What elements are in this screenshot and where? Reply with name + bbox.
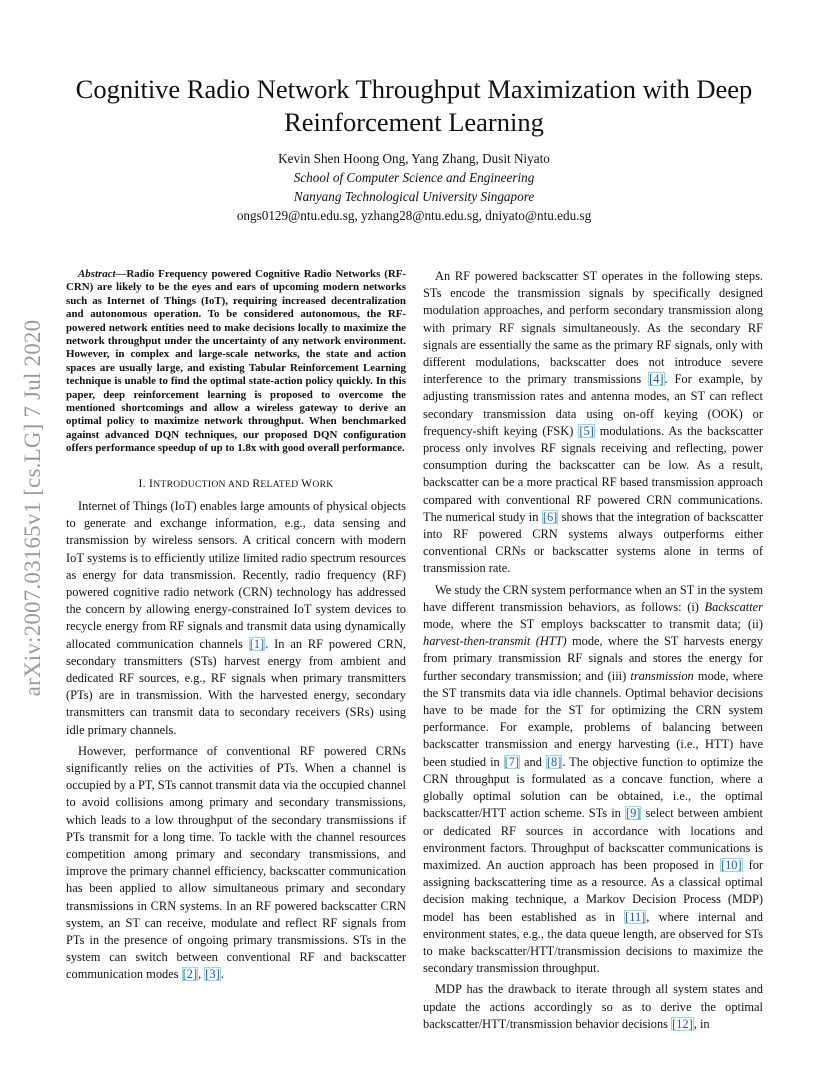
left-column: [66, 268, 406, 984]
section-title-part: R: [252, 476, 261, 490]
body-paragraph: [66, 743, 406, 984]
arxiv-watermark: [16, 270, 50, 745]
author-emails[interactable]: ongs0129@ntu.edu.sg, yzhang28@ntu.edu.sg, dniyato@ntu.edu.sg: [236, 208, 592, 223]
body-paragraph: [66, 498, 406, 739]
text-run: . For example, by adjusting transmission rates and antenna modes, an ST can reflect secondary transmission data using on-off keying (OOK) or frequency-shift keying (FSK): [423, 372, 763, 438]
text-run: . In an RF powered CRN, secondary transmitters (STs) harvest energy from ambient and dedicated RF sources, e.g., RF signals when primary transmitters (PTs) are in transmission. With the harvested energy, secondary transmitters can transmit data to secondary receivers (SRs) using idle primary channels.: [66, 636, 406, 737]
abstract-lead: Abstract: [78, 268, 116, 280]
section-numeral: I.: [138, 476, 150, 490]
citation-link[interactable]: [12]: [672, 1016, 693, 1031]
text-run: mode, where the ST employs backscatter to transmit data; (ii): [423, 617, 763, 632]
text-run: , in: [693, 1016, 710, 1031]
right-column: [423, 268, 763, 1033]
emphasis: harvest-then-transmit (HTT): [423, 634, 567, 649]
section-title-part: NTRODUCTION AND: [153, 478, 253, 490]
citation-link[interactable]: [7]: [504, 754, 520, 769]
abstract: [66, 268, 406, 456]
author-names: Kevin Shen Hoong Ong, Yang Zhang, Dusit Niyato: [278, 151, 550, 166]
citation-link[interactable]: [5]: [579, 423, 594, 438]
text-run: MDP has the drawback to iterate through all system states and update the actions accordingly so as to derive the optimal backscatter/HTT/transmission behavior decisions: [423, 982, 763, 1031]
abstract-text: —Radio Frequency powered Cognitive Radio Networks (RF-CRN) are likely to be the eyes and ears of upcoming modern networks such as Internet of Things (IoT), requiring increased decentralization and autonomous operation. To be considered autonomous, the RF-powered network entities need to make decisions locally to maximize the network throughput under the uncertainty of any network environment. However, in complex and large-scale networks, the state and action spaces are usually large, and existing Tabular Reinforcement Learning technique is unable to find the optimal state-action policy quickly. In this paper, deep reinforcement learning is proposed to overcome the mentioned shortcomings and allow a wireless gateway to derive an optimal policy to maximize network throughput. When benchmarked against advanced DQN techniques, our proposed DQN configuration offers performance speedup of up to 1.8x with good overall performance.: [66, 268, 406, 455]
emphasis: Backscatter: [704, 599, 763, 614]
citation-link[interactable]: [3]: [205, 967, 220, 982]
section-title-part: ELATED: [260, 478, 302, 490]
citation-link[interactable]: [2]: [182, 967, 198, 982]
section-heading: [66, 475, 406, 493]
text-run: select between ambient or dedicated RF sources in accordance with locations and environment factors. Throughput of backscatter communications is maximized. An auction approach has been proposed in: [423, 806, 763, 872]
section-title-part: W: [301, 476, 313, 490]
author-university: Nanyang Technological University Singapore: [293, 189, 535, 204]
text-run: and: [520, 754, 546, 769]
author-block: [60, 149, 768, 225]
text-run: We study the CRN system performance when an ST in the system have different transmission behaviors, as follows: (i): [423, 582, 763, 614]
text-run: ,: [198, 967, 205, 982]
text-run: shows that the integration of backscatter into RF powered CRN systems always outperforms either conventional CRNs or backscatter systems alone in terms of transmission rate.: [423, 509, 763, 576]
section-title-part: ORK: [312, 478, 334, 490]
section-title-part: I: [149, 476, 154, 490]
citation-link[interactable]: [10]: [720, 857, 742, 872]
text-run: . The objective function to optimize the CRN throughput is formulated as a concave function, where a globally optimal solution can be obtained, i.e., the optimal backscatter/HTT action scheme. STs in: [423, 754, 763, 821]
body-paragraph: [423, 268, 763, 578]
citation-link[interactable]: [11]: [625, 909, 646, 924]
body-paragraph: [423, 981, 763, 1033]
emphasis: transmission: [630, 668, 694, 683]
text-run: An RF powered backscatter ST operates in the following steps. STs encode the transmission signals by specifically designed modulation approaches, and perform secondary transmission along with primary RF signals simultaneously. As the secondary RF signals are essentially the same as the primary RF signals, only with different modulations, backscatter does not introduce severe interference to the primary transmissions: [423, 269, 763, 387]
author-school: School of Computer Science and Engineering: [293, 170, 535, 185]
text-run: , where internal and environment states, e.g., the data queue length, are observed for STs to make backscatter/HTT/transmission decisions to maximize the secondary transmission throughput.: [423, 909, 763, 976]
citation-link[interactable]: [6]: [542, 509, 558, 524]
text-run: Internet of Things (IoT) enables large amounts of physical objects to generate and exchange information, e.g., data sensing and transmission by wireless sensors. A critical concern with modern IoT systems is to efficiently utilize limited radio spectrum resources as energy for data transmission. Recently, radio frequency (RF) powered cognitive radio network (CRN) technology has addressed the concern by allowing energy-constrained IoT system devices to recycle energy from RF signals and transmit data using dynamically allocated communication channels: [66, 498, 406, 651]
text-run: modulations. As the backscatter process only involves RF signals receiving and reflecting, power consumption during the backscatter can be low. As a result, backscatter can be a more practical RF based transmission approach compared with conventional RF powered CRN communications. The numerical study in: [423, 423, 763, 524]
text-run: .: [220, 967, 224, 982]
body-paragraph: [423, 582, 763, 978]
text-run: mode, where the ST harvests energy from primary transmission RF signals and stores the energy for further secondary transmission; and (iii): [423, 634, 763, 683]
text-run: mode, where the ST transmits data via idle channels. Optimal behavior decisions have to be made for the ST for optimizing the CRN system performance. For example, problems of balancing between backscatter transmission and energy harvesting (i.e., HTT) have been studied in: [423, 668, 764, 769]
paper-title: Cognitive Radio Network Throughput Maximization with Deep Reinforcement Learning: [75, 74, 753, 137]
text-run: However, performance of conventional RF powered CRNs significantly relies on the activities of PTs. When a channel is occupied by a PT, STs cannot transmit data via the occupied channel to avoid collisions among primary and secondary transmissions, which leads to a low throughput of the secondary transmissions if PTs transmit for a long time. To tackle with the channel resources competition among primary and secondary transmissions, and improve the primary channel efficiency, backscatter communication has been applied to allow simultaneous primary and secondary transmissions in CRN systems. In an RF powered backscatter CRN system, an ST can receive, modulate and reflect RF signals from PTs in the presence of ongoing primary transmissions. STs in the system can switch between conventional RF and backscatter communication modes: [66, 743, 406, 982]
text-run: for assigning backscattering time as a resource. As a classical optimal decision making technique, a Markov Decision Process (MDP) model has been established as in: [423, 857, 764, 924]
arxiv-id[interactable]: arXiv:2007.03165v1 [cs.LG] 7 Jul 2020: [20, 319, 45, 696]
citation-link[interactable]: [4]: [649, 372, 664, 387]
citation-link[interactable]: [9]: [625, 806, 641, 821]
citation-link[interactable]: [8]: [546, 754, 562, 769]
citation-link[interactable]: [1]: [249, 636, 265, 651]
